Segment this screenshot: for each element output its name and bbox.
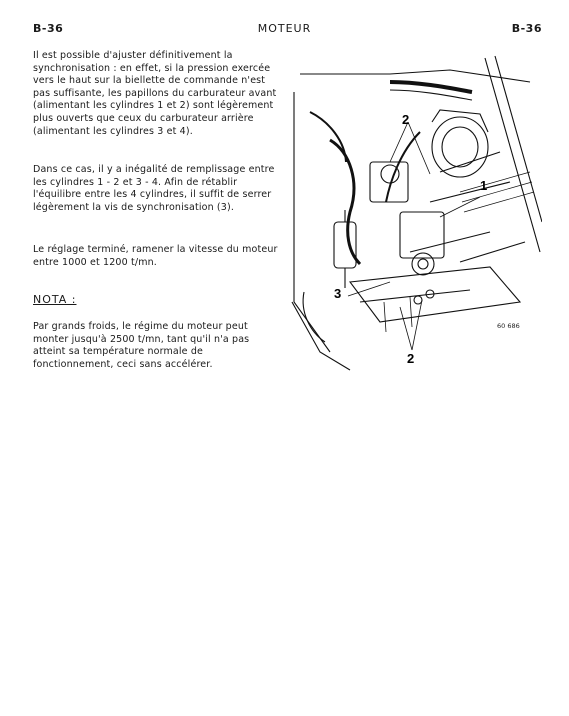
figure-reference-code: 60 686 [497, 322, 520, 330]
callout-label-2-top: 2 [402, 112, 410, 127]
page-number-right: B-36 [511, 22, 542, 35]
callout-label-3: 3 [334, 286, 342, 301]
paragraph-text: Dans ce cas, il y a inégalité de remplissage entre les cylindres 1 - 2 et 3 - 4. Afin de rétablir l'équilibre entre les 4 cylindres, il suffit de serrer légèrement la vis de synchronisation (3). [33, 164, 275, 213]
body-paragraph-3 [33, 244, 278, 269]
body-paragraph-2 [33, 164, 278, 214]
paragraph-text: Le réglage terminé, ramener la vitesse du moteur entre 1000 et 1200 t/mn. [33, 244, 278, 268]
paragraph-text: Par grands froids, le régime du moteur peut monter jusqu'à 2500 t/mn, tant qu'il n'a pas atteint sa température normale de fonctionnement, ceci sans accélérer. [33, 321, 250, 370]
callout-label-1: 1 [480, 178, 488, 193]
body-paragraph-4 [33, 321, 278, 371]
page-section-title: MOTEUR [257, 22, 312, 35]
callout-label-2-bottom: 2 [407, 351, 415, 366]
engine-carburetor-illustration [290, 52, 542, 372]
page-number-left: B-36 [33, 22, 64, 35]
nota-heading: NOTA : [33, 293, 77, 306]
body-paragraph-1 [33, 50, 278, 138]
paragraph-text: Il est possible d'ajuster définitivement la synchronisation : en effet, si la pression exercée vers le haut sur la biellette de commande n'est pas suffisante, les papillons du carburateur avant (alimentant les cylindres 1 et 2) sont légèrement plus ouverts que ceux du carburateur arrière (alimentant les cylindres 3 et 4). [33, 50, 277, 137]
